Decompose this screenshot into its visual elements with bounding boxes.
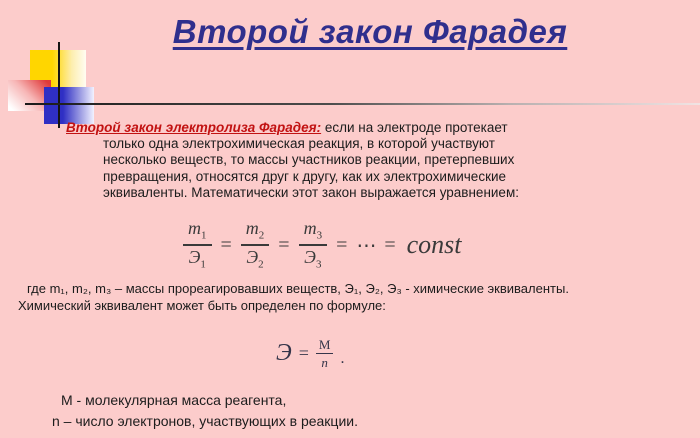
intro-line: превращения, относятся друг к другу, как их электрохимические [103,168,507,184]
intro-line: несколько веществ, то массы участников реакции, претерпевших [103,152,515,168]
intro-paragraph [66,120,626,201]
fraction-numerator: M [316,338,334,354]
equals-sign: = [384,233,396,256]
equivalents-paragraph [18,280,698,314]
fraction-numerator: $m_2$ [241,219,270,246]
const-label: const [406,230,462,259]
legend [52,390,358,432]
decor-vertical-line [58,42,60,128]
page-title: Второй закон Фарадея [172,13,568,50]
fraction-numerator: $m_3$ [299,219,328,246]
equals-sign: = [298,342,309,363]
divider-line [25,103,700,105]
equals-sign: = [278,233,290,256]
fraction-denominator: $Э_1$ [188,247,206,271]
intro-line [66,120,626,136]
chemical-equivalent-formula [276,330,344,376]
fraction-numerator: $m_1$ [183,219,212,246]
equivalent-symbol: Э [276,339,292,366]
intro-line: только одна электрохимическая реакция, в которой участвуют [103,136,495,152]
legend-line-n: n – число электронов, участвующих в реакции. [52,413,358,429]
decor-square-blue [44,87,94,124]
ellipsis: ⋯ [356,233,376,257]
fraction-denominator: $Э_3$ [304,247,322,271]
faraday-ratio-formula [183,217,462,271]
equals-sign: = [336,233,348,256]
intro-line1-rest: если на электроде протекает [321,120,508,135]
fraction-term [299,219,328,271]
legend-line-m: М - молекулярная масса реагента, [61,392,287,408]
intro-line: эквиваленты. Математически этот закон выражается уравнением: [103,184,519,200]
equivalents-line: Химический эквивалент может быть определен по формуле: [18,298,386,313]
fraction-term [183,219,212,271]
title-wrap [100,13,640,51]
fraction-term [241,219,270,271]
equals-sign: = [220,233,232,256]
intro-lead-heading: Второй закон электролиза Фарадея: [66,120,322,135]
fraction-denominator: $Э_2$ [246,247,264,271]
fraction-denominator: n [321,354,328,370]
equivalents-line: где m₁, m₂, m₃ – массы прореагировавших веществ, Э₁, Э₂, Э₃ - химические эквиваленты. [27,281,569,296]
period: . [340,350,345,367]
fraction-term [316,338,334,369]
